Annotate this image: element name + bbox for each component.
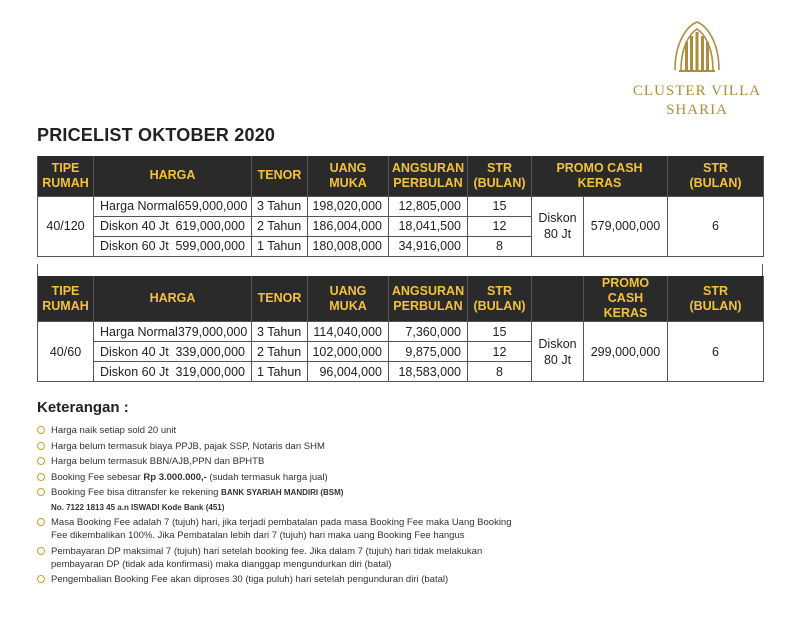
pricelist-table-40-60 <box>37 276 764 382</box>
uang-muka-cell: 186,004,000 <box>308 216 389 236</box>
logo-text-line2: SHARIA <box>666 102 728 118</box>
tipe-rumah-cell: 40/60 <box>38 322 94 382</box>
list-item: Booking Fee bisa ditransfer ke rekening BANK SYARIAH MANDIRI (BSM) <box>37 486 537 499</box>
list-item: Harga naik setiap sold 20 unit <box>37 424 537 437</box>
header-harga: HARGA <box>94 156 252 196</box>
notes-title: Keterangan : <box>37 399 129 416</box>
uang-muka-cell: 102,000,000 <box>308 342 389 362</box>
angsuran-cell: 34,916,000 <box>389 236 468 256</box>
harga-value: 599,000,000 <box>175 239 245 253</box>
logo-text-line1: CLUSTER VILLA <box>632 83 762 99</box>
table-header-row <box>38 276 764 322</box>
harga-cell <box>94 322 252 342</box>
header-promo-cash-keras: PROMO CASH KERAS <box>532 156 668 196</box>
account-number-text: No. 7122 1813 45 a.n ISWADI Kode Bank (451) <box>51 502 225 512</box>
promo-label-cell: Diskon 80 Jt <box>532 196 584 256</box>
str-cell: 12 <box>468 216 532 236</box>
harga-cell <box>94 196 252 216</box>
angsuran-cell: 9,875,000 <box>389 342 468 362</box>
header-angsuran: ANGSURAN PERBULAN <box>389 156 468 196</box>
harga-label: Harga Normal <box>100 324 178 339</box>
str-cell: 8 <box>468 236 532 256</box>
angsuran-cell: 18,041,500 <box>389 216 468 236</box>
str-cell: 12 <box>468 342 532 362</box>
header-promo-str: STR (BULAN) <box>668 156 764 196</box>
header-tenor: TENOR <box>252 276 308 322</box>
header-tipe-rumah: TIPE RUMAH <box>38 156 94 196</box>
table-header-row <box>38 156 764 196</box>
tenor-cell: 1 Tahun <box>252 236 308 256</box>
tenor-cell: 3 Tahun <box>252 196 308 216</box>
list-item: Harga belum termasuk BBN/AJB,PPN dan BPHTB <box>37 455 537 468</box>
harga-label: Diskon 40 Jt <box>100 219 169 233</box>
pricelist-table-40-120 <box>37 156 764 257</box>
tenor-cell: 2 Tahun <box>252 216 308 236</box>
harga-label: Diskon 40 Jt <box>100 344 169 359</box>
building-logo-icon <box>669 18 725 76</box>
bullet-circle-icon <box>37 488 45 496</box>
header-angsuran: ANGSURAN PERBULAN <box>389 276 468 322</box>
header-uang-muka: UANG MUKA <box>308 156 389 196</box>
harga-cell <box>94 236 252 256</box>
str-cell: 15 <box>468 322 532 342</box>
notes-list <box>37 424 537 589</box>
angsuran-cell: 12,805,000 <box>389 196 468 216</box>
bullet-circle-icon <box>37 547 45 555</box>
header-str: STR (BULAN) <box>468 276 532 322</box>
table-row <box>38 196 764 216</box>
list-item: Pengembalian Booking Fee akan diproses 30 (tiga puluh) hari setelah pengunduran diri (batal) <box>37 573 537 586</box>
table-divider <box>37 264 763 276</box>
harga-label: Diskon 60 Jt <box>100 239 169 253</box>
brand-logo <box>622 18 772 120</box>
harga-value: 319,000,000 <box>175 364 245 379</box>
bullet-circle-icon <box>37 575 45 583</box>
bullet-circle-icon <box>37 457 45 465</box>
angsuran-cell: 18,583,000 <box>389 362 468 382</box>
tenor-cell: 1 Tahun <box>252 362 308 382</box>
str-cell: 15 <box>468 196 532 216</box>
harga-value: 379,000,000 <box>177 324 248 339</box>
promo-str-cell: 6 <box>668 322 764 382</box>
header-harga: HARGA <box>94 276 252 322</box>
uang-muka-cell: 198,020,000 <box>308 196 389 216</box>
uang-muka-cell: 96,004,000 <box>308 362 389 382</box>
header-uang-muka: UANG MUKA <box>308 276 389 322</box>
header-tenor: TENOR <box>252 156 308 196</box>
harga-label: Harga Normal <box>100 199 178 213</box>
bullet-circle-icon <box>37 473 45 481</box>
tenor-cell: 3 Tahun <box>252 322 308 342</box>
list-item: Harga belum termasuk biaya PPJB, pajak SSP, Notaris dan SHM <box>37 440 537 453</box>
harga-value: 659,000,000 <box>177 199 248 213</box>
list-item: Booking Fee sebesar Rp 3.000.000,- (sudah termasuk harga jual) <box>37 471 537 484</box>
promo-price-cell: 299,000,000 <box>584 322 668 382</box>
tenor-cell: 2 Tahun <box>252 342 308 362</box>
harga-label: Diskon 60 Jt <box>100 364 169 379</box>
list-item: Masa Booking Fee adalah 7 (tujuh) hari, jika terjadi pembatalan pada masa Booking Fee maka Uang Booking Fee dikembalikan 100%. Jika Pembatalan lebih dari 7 (tujuh) hari maka uang Booking Fee hangus <box>37 516 537 542</box>
promo-price-cell: 579,000,000 <box>584 196 668 256</box>
bullet-circle-icon <box>37 442 45 450</box>
uang-muka-cell: 180,008,000 <box>308 236 389 256</box>
str-cell: 8 <box>468 362 532 382</box>
header-promo-str: STR (BULAN) <box>668 276 764 322</box>
header-empty <box>532 276 584 322</box>
harga-value: 619,000,000 <box>175 219 245 233</box>
table-row <box>38 322 764 342</box>
angsuran-cell: 7,360,000 <box>389 322 468 342</box>
bullet-circle-icon <box>37 426 45 434</box>
harga-value: 339,000,000 <box>175 344 245 359</box>
header-str: STR (BULAN) <box>468 156 532 196</box>
header-promo-cash-keras: PROMO CASH KERAS <box>584 276 668 322</box>
harga-cell <box>94 362 252 382</box>
harga-cell <box>94 342 252 362</box>
promo-str-cell: 6 <box>668 196 764 256</box>
list-item: Pembayaran DP maksimal 7 (tujuh) hari setelah booking fee. Jika dalam 7 (tujuh) hari tidak melakukan pembayaran DP (tidak ada konfirmasi) maka dianggap mengundurkan diri (batal) <box>37 545 537 571</box>
bullet-circle-icon <box>37 518 45 526</box>
tipe-rumah-cell: 40/120 <box>38 196 94 256</box>
promo-label-cell: Diskon 80 Jt <box>532 322 584 382</box>
harga-cell <box>94 216 252 236</box>
header-tipe-rumah: TIPE RUMAH <box>38 276 94 322</box>
uang-muka-cell: 114,040,000 <box>308 322 389 342</box>
page-title: PRICELIST OKTOBER 2020 <box>37 125 276 145</box>
